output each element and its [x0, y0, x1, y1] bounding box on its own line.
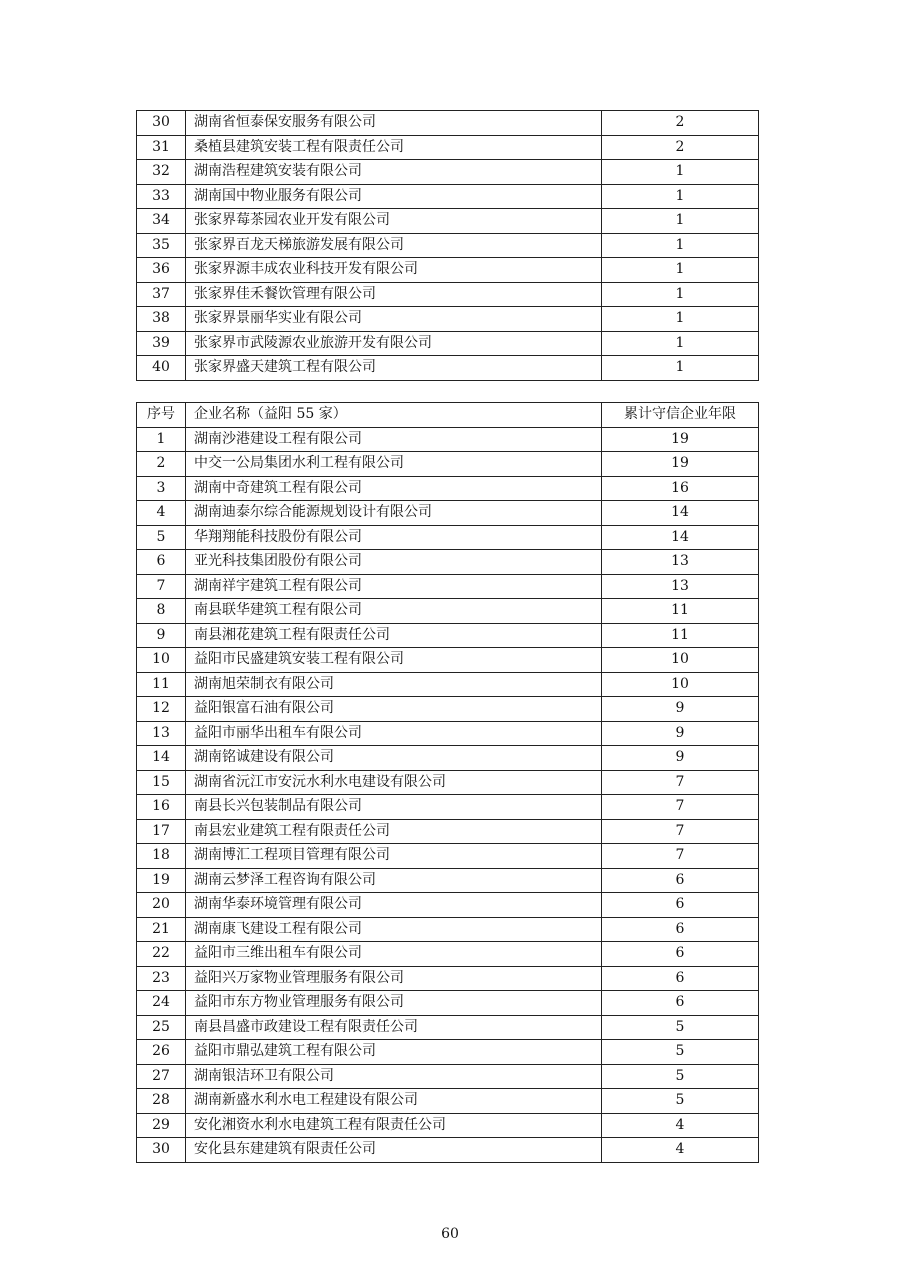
company-name-cell: 张家界佳禾餐饮管理有限公司 [186, 282, 602, 307]
table-row [137, 697, 759, 722]
table-row [137, 574, 759, 599]
table-row [137, 427, 759, 452]
table-row [137, 599, 759, 624]
serial-number-cell: 13 [137, 721, 186, 746]
company-name-cell: 湖南华泰环境管理有限公司 [186, 893, 602, 918]
credit-years-cell: 11 [602, 599, 759, 624]
company-name-cell: 湖南国中物业服务有限公司 [186, 184, 602, 209]
table-row [137, 917, 759, 942]
serial-number-cell: 40 [137, 356, 186, 381]
table-row [137, 868, 759, 893]
table-row [137, 258, 759, 283]
table-row [137, 966, 759, 991]
table-row [137, 770, 759, 795]
company-name-cell: 亚光科技集团股份有限公司 [186, 550, 602, 575]
company-name-cell: 益阳兴万家物业管理服务有限公司 [186, 966, 602, 991]
company-table-yiyang-body [137, 427, 759, 1162]
serial-number-cell: 22 [137, 942, 186, 967]
serial-number-cell: 16 [137, 795, 186, 820]
company-name-cell: 湖南旭荣制衣有限公司 [186, 672, 602, 697]
serial-number-cell: 9 [137, 623, 186, 648]
table-row [137, 1113, 759, 1138]
table-row [137, 209, 759, 234]
serial-number-cell: 35 [137, 233, 186, 258]
credit-years-cell: 7 [602, 770, 759, 795]
credit-years-cell: 5 [602, 1015, 759, 1040]
table-row [137, 282, 759, 307]
table-row [137, 1089, 759, 1114]
serial-number-cell: 2 [137, 452, 186, 477]
company-name-cell: 张家界百龙天梯旅游发展有限公司 [186, 233, 602, 258]
header-serial-number: 序号 [137, 403, 186, 428]
table-row [137, 476, 759, 501]
credit-years-cell: 1 [602, 160, 759, 185]
company-name-cell: 益阳市丽华出租车有限公司 [186, 721, 602, 746]
table-header-row [137, 403, 759, 428]
credit-years-cell: 1 [602, 209, 759, 234]
serial-number-cell: 25 [137, 1015, 186, 1040]
company-name-cell: 湖南省沅江市安沅水利水电建设有限公司 [186, 770, 602, 795]
table-row [137, 452, 759, 477]
serial-number-cell: 19 [137, 868, 186, 893]
table-row [137, 746, 759, 771]
credit-years-cell: 16 [602, 476, 759, 501]
serial-number-cell: 12 [137, 697, 186, 722]
table-row [137, 233, 759, 258]
credit-years-cell: 7 [602, 819, 759, 844]
serial-number-cell: 14 [137, 746, 186, 771]
serial-number-cell: 39 [137, 331, 186, 356]
company-name-cell: 安化县东建建筑有限责任公司 [186, 1138, 602, 1163]
credit-years-cell: 6 [602, 966, 759, 991]
table-row [137, 648, 759, 673]
company-table-continued [136, 110, 759, 381]
credit-years-cell: 10 [602, 672, 759, 697]
credit-years-cell: 2 [602, 135, 759, 160]
table-row [137, 550, 759, 575]
company-name-cell: 湖南铭诚建设有限公司 [186, 746, 602, 771]
credit-years-cell: 1 [602, 282, 759, 307]
serial-number-cell: 21 [137, 917, 186, 942]
table-row [137, 721, 759, 746]
serial-number-cell: 17 [137, 819, 186, 844]
company-name-cell: 湖南浩程建筑安装有限公司 [186, 160, 602, 185]
credit-years-cell: 14 [602, 501, 759, 526]
credit-years-cell: 5 [602, 1040, 759, 1065]
company-name-cell: 湖南祥宇建筑工程有限公司 [186, 574, 602, 599]
company-name-cell: 华翔翔能科技股份有限公司 [186, 525, 602, 550]
company-table-yiyang [136, 402, 759, 1163]
serial-number-cell: 30 [137, 1138, 186, 1163]
serial-number-cell: 33 [137, 184, 186, 209]
company-table-continued-body [137, 111, 759, 381]
company-name-cell: 张家界市武陵源农业旅游开发有限公司 [186, 331, 602, 356]
serial-number-cell: 11 [137, 672, 186, 697]
credit-years-cell: 13 [602, 574, 759, 599]
serial-number-cell: 8 [137, 599, 186, 624]
company-name-cell: 南县湘花建筑工程有限责任公司 [186, 623, 602, 648]
company-name-cell: 桑植县建筑安装工程有限责任公司 [186, 135, 602, 160]
serial-number-cell: 27 [137, 1064, 186, 1089]
table-row [137, 160, 759, 185]
company-name-cell: 中交一公局集团水利工程有限公司 [186, 452, 602, 477]
company-name-cell: 湖南迪泰尔综合能源规划设计有限公司 [186, 501, 602, 526]
company-name-cell: 南县宏业建筑工程有限责任公司 [186, 819, 602, 844]
company-name-cell: 益阳市三维出租车有限公司 [186, 942, 602, 967]
table-row [137, 844, 759, 869]
serial-number-cell: 15 [137, 770, 186, 795]
credit-years-cell: 4 [602, 1138, 759, 1163]
company-name-cell: 南县昌盛市政建设工程有限责任公司 [186, 1015, 602, 1040]
header-credit-years: 累计守信企业年限 [602, 403, 759, 428]
credit-years-cell: 1 [602, 233, 759, 258]
credit-years-cell: 9 [602, 746, 759, 771]
serial-number-cell: 23 [137, 966, 186, 991]
table-row [137, 991, 759, 1016]
credit-years-cell: 4 [602, 1113, 759, 1138]
credit-years-cell: 10 [602, 648, 759, 673]
serial-number-cell: 10 [137, 648, 186, 673]
table-row [137, 893, 759, 918]
company-name-cell: 湖南中奇建筑工程有限公司 [186, 476, 602, 501]
serial-number-cell: 29 [137, 1113, 186, 1138]
credit-years-cell: 6 [602, 942, 759, 967]
table-row [137, 672, 759, 697]
company-name-cell: 张家界景丽华实业有限公司 [186, 307, 602, 332]
table-row [137, 795, 759, 820]
credit-years-cell: 6 [602, 893, 759, 918]
credit-years-cell: 7 [602, 844, 759, 869]
credit-years-cell: 1 [602, 356, 759, 381]
serial-number-cell: 3 [137, 476, 186, 501]
company-name-cell: 张家界盛天建筑工程有限公司 [186, 356, 602, 381]
company-name-cell: 南县联华建筑工程有限公司 [186, 599, 602, 624]
table-row [137, 525, 759, 550]
table-row [137, 135, 759, 160]
company-name-cell: 湖南省恒泰保安服务有限公司 [186, 111, 602, 136]
serial-number-cell: 1 [137, 427, 186, 452]
credit-years-cell: 1 [602, 258, 759, 283]
table-row [137, 623, 759, 648]
credit-years-cell: 19 [602, 452, 759, 477]
company-name-cell: 湖南银洁环卫有限公司 [186, 1064, 602, 1089]
table-row [137, 819, 759, 844]
credit-years-cell: 1 [602, 184, 759, 209]
table-row [137, 184, 759, 209]
credit-years-cell: 19 [602, 427, 759, 452]
serial-number-cell: 34 [137, 209, 186, 234]
table-row [137, 1138, 759, 1163]
credit-years-cell: 1 [602, 331, 759, 356]
company-name-cell: 张家界源丰成农业科技开发有限公司 [186, 258, 602, 283]
serial-number-cell: 38 [137, 307, 186, 332]
company-name-cell: 湖南沙港建设工程有限公司 [186, 427, 602, 452]
table-row [137, 356, 759, 381]
credit-years-cell: 11 [602, 623, 759, 648]
credit-years-cell: 5 [602, 1064, 759, 1089]
table-row [137, 307, 759, 332]
table-row [137, 331, 759, 356]
credit-years-cell: 14 [602, 525, 759, 550]
company-name-cell: 湖南康飞建设工程有限公司 [186, 917, 602, 942]
serial-number-cell: 26 [137, 1040, 186, 1065]
serial-number-cell: 4 [137, 501, 186, 526]
table-row [137, 111, 759, 136]
serial-number-cell: 5 [137, 525, 186, 550]
table-row [137, 501, 759, 526]
serial-number-cell: 24 [137, 991, 186, 1016]
serial-number-cell: 32 [137, 160, 186, 185]
serial-number-cell: 28 [137, 1089, 186, 1114]
credit-years-cell: 1 [602, 307, 759, 332]
credit-years-cell: 5 [602, 1089, 759, 1114]
credit-years-cell: 7 [602, 795, 759, 820]
serial-number-cell: 7 [137, 574, 186, 599]
serial-number-cell: 6 [137, 550, 186, 575]
credit-years-cell: 9 [602, 697, 759, 722]
table-row [137, 942, 759, 967]
table-row [137, 1064, 759, 1089]
company-name-cell: 湖南新盛水利水电工程建设有限公司 [186, 1089, 602, 1114]
table-row [137, 1015, 759, 1040]
company-name-cell: 安化湘资水利水电建筑工程有限责任公司 [186, 1113, 602, 1138]
serial-number-cell: 30 [137, 111, 186, 136]
serial-number-cell: 37 [137, 282, 186, 307]
credit-years-cell: 2 [602, 111, 759, 136]
serial-number-cell: 36 [137, 258, 186, 283]
serial-number-cell: 18 [137, 844, 186, 869]
credit-years-cell: 13 [602, 550, 759, 575]
company-name-cell: 南县长兴包装制品有限公司 [186, 795, 602, 820]
table-row [137, 1040, 759, 1065]
serial-number-cell: 20 [137, 893, 186, 918]
company-name-cell: 湖南云梦泽工程咨询有限公司 [186, 868, 602, 893]
serial-number-cell: 31 [137, 135, 186, 160]
company-name-cell: 益阳市东方物业管理服务有限公司 [186, 991, 602, 1016]
credit-years-cell: 6 [602, 917, 759, 942]
page-number: 60 [441, 1226, 459, 1242]
company-name-cell: 益阳市民盛建筑安装工程有限公司 [186, 648, 602, 673]
company-name-cell: 湖南博汇工程项目管理有限公司 [186, 844, 602, 869]
credit-years-cell: 9 [602, 721, 759, 746]
header-company-name: 企业名称（益阳 55 家） [186, 403, 602, 428]
company-name-cell: 益阳银富石油有限公司 [186, 697, 602, 722]
credit-years-cell: 6 [602, 991, 759, 1016]
credit-years-cell: 6 [602, 868, 759, 893]
company-name-cell: 益阳市鼎弘建筑工程有限公司 [186, 1040, 602, 1065]
company-name-cell: 张家界莓茶园农业开发有限公司 [186, 209, 602, 234]
